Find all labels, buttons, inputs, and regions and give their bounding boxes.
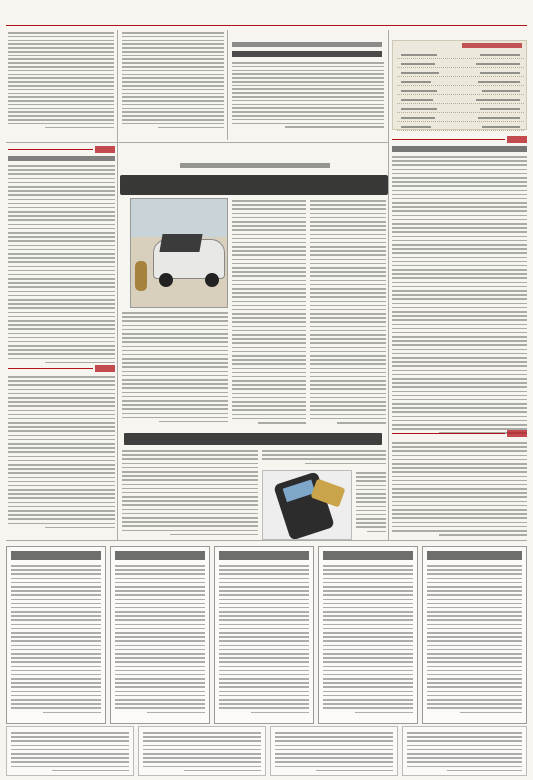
rate-row [397,114,524,122]
rate-row [397,96,524,104]
article-text [122,32,224,130]
date-info [30,12,180,17]
second-story-headline [124,433,382,445]
legal-notice [110,546,210,724]
section-rule [6,540,527,541]
rate-row [397,51,524,59]
classified-ad [6,726,134,776]
car-photo [130,198,228,308]
main-story-kicker [180,163,330,168]
rate-row [397,60,524,68]
left-headline [8,156,115,161]
legal-notice [6,546,106,724]
rate-row [397,105,524,113]
notice-title [219,551,309,560]
gas-cylinder-icon [135,261,147,291]
rate-row [397,69,524,77]
second-story-text [262,450,386,467]
left-article-text [8,165,115,366]
site-url [377,12,467,17]
top-story-text [232,62,384,130]
section-band [392,136,527,143]
section-title [224,6,304,24]
wheel-icon [159,273,173,287]
classified-ad [402,726,527,776]
section-band [8,146,115,153]
section-band [392,430,527,437]
rates-title [462,43,522,48]
right-article-text [392,156,527,437]
column-rule [227,30,228,140]
classified-ad [270,726,398,776]
right-article-text [392,442,527,538]
classified-ad [138,726,266,776]
second-story-text [122,450,258,538]
wheel-icon [205,273,219,287]
section-band [8,365,115,372]
column-rule [388,30,389,540]
column-rule [117,30,118,540]
notice-title [115,551,205,560]
second-story-text [356,472,386,535]
newspaper-logo [475,4,527,24]
rate-row [397,78,524,86]
notice-title [323,551,413,560]
top-story-kicker [232,42,382,47]
right-headline [392,146,527,152]
rate-row [397,123,524,131]
top-story-headline [232,51,382,57]
pos-terminal-photo [262,470,352,540]
masthead [6,4,527,26]
open-trunk [159,234,202,252]
main-story-text [232,200,306,426]
rate-row [397,87,524,95]
notice-title [427,551,522,560]
article-text [8,32,114,130]
legal-notice [214,546,314,724]
section-rule [6,142,388,143]
legal-notice [422,546,527,724]
main-story-text [122,312,228,425]
notice-title [11,551,101,560]
main-story-text [310,200,386,426]
market-rates-table [392,40,527,130]
left-article-text [8,376,115,531]
legal-notice [318,546,418,724]
main-story-headline [120,175,388,195]
